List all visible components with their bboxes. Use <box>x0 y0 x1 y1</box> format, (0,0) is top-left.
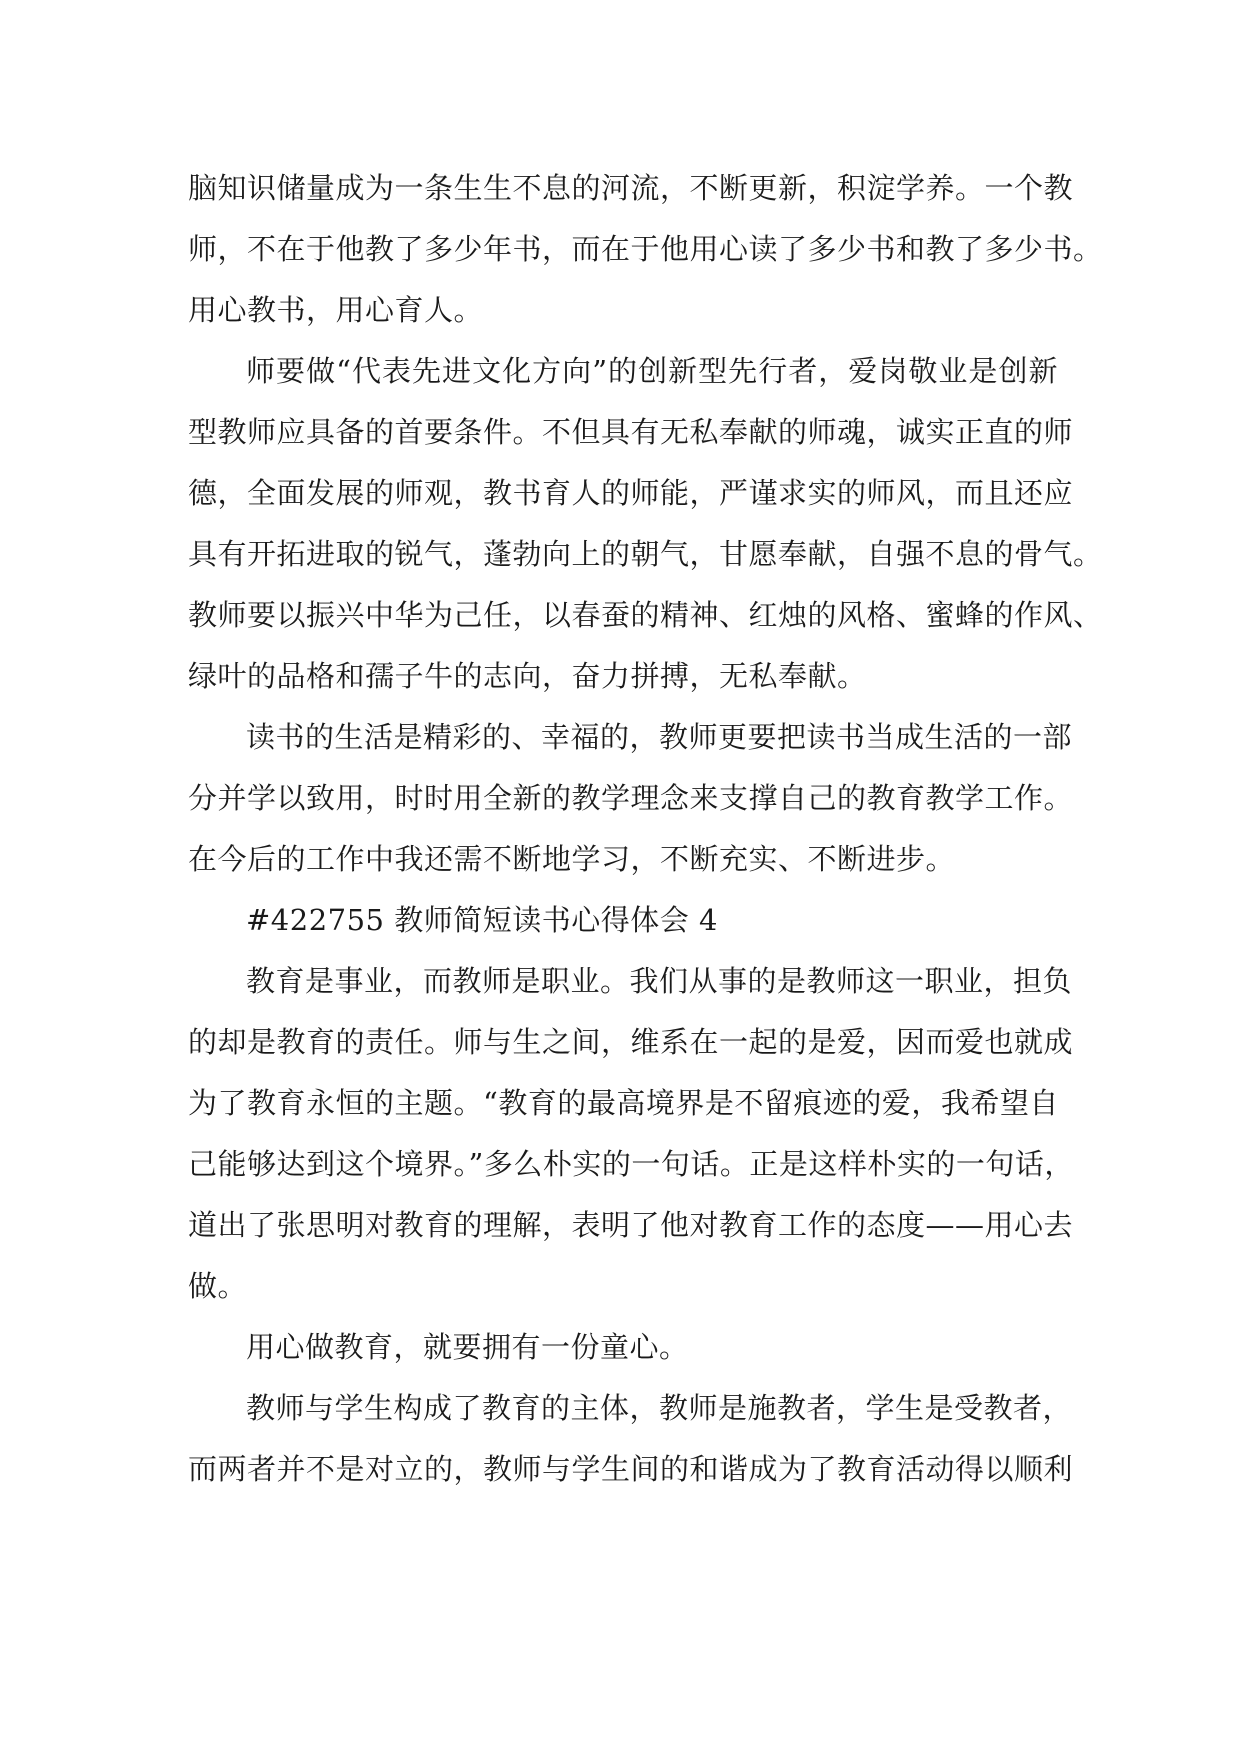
text-line: 而两者并不是对立的，教师与学生间的和谐成为了教育活动得以顺利 <box>188 1452 1074 1486</box>
text-line: 绿叶的品格和孺子牛的志向，奋力拼搏，无私奉献。 <box>188 659 867 693</box>
text-line: 用心教书，用心育人。 <box>188 293 484 327</box>
text-line: 道出了张思明对教育的理解，表明了他对教育工作的态度——用心去 <box>188 1208 1074 1242</box>
text-line: 分并学以致用，时时用全新的教学理念来支撑自己的教育教学工作。 <box>188 781 1074 815</box>
text-line: 用心做教育，就要拥有一份童心。 <box>246 1330 689 1364</box>
text-line: 在今后的工作中我还需不断地学习，不断充实、不断进步。 <box>188 842 956 876</box>
text-line: 教师与学生构成了教育的主体，教师是施教者，学生是受教者， <box>246 1391 1073 1425</box>
text-line: 做。 <box>188 1269 248 1303</box>
text-line: 读书的生活是精彩的、幸福的，教师更要把读书当成生活的一部 <box>246 720 1073 754</box>
text-line: 师要做“代表先进文化方向”的创新型先行者，爱岗敬业是创新 <box>246 354 1058 388</box>
section-heading: #422755 教师简短读书心得体会 4 <box>246 903 718 937</box>
text-line: 德，全面发展的师观，教书育人的师能，严谨求实的师风，而且还应 <box>188 476 1074 510</box>
text-line: 的却是教育的责任。师与生之间，维系在一起的是爱，因而爱也就成 <box>188 1025 1074 1059</box>
text-line: 脑知识储量成为一条生生不息的河流，不断更新，积淀学养。一个教 <box>188 171 1074 205</box>
text-line: 教师要以振兴中华为己任，以春蚕的精神、红烛的风格、蜜蜂的作风、 <box>188 598 1103 632</box>
text-line: 具有开拓进取的锐气，蓬勃向上的朝气，甘愿奉献，自强不息的骨气。 <box>188 537 1103 571</box>
text-line: 教育是事业，而教师是职业。我们从事的是教师这一职业，担负 <box>246 964 1073 998</box>
text-line: 型教师应具备的首要条件。不但具有无私奉献的师魂，诚实正直的师 <box>188 415 1074 449</box>
text-line: 为了教育永恒的主题。“教育的最高境界是不留痕迹的爱，我希望自 <box>188 1086 1059 1120</box>
document-body <box>188 158 1103 1500</box>
text-line: 己能够达到这个境界。”多么朴实的一句话。正是这样朴实的一句话， <box>188 1147 1074 1181</box>
text-line: 师，不在于他教了多少年书，而在于他用心读了多少书和教了多少书。 <box>188 232 1103 266</box>
